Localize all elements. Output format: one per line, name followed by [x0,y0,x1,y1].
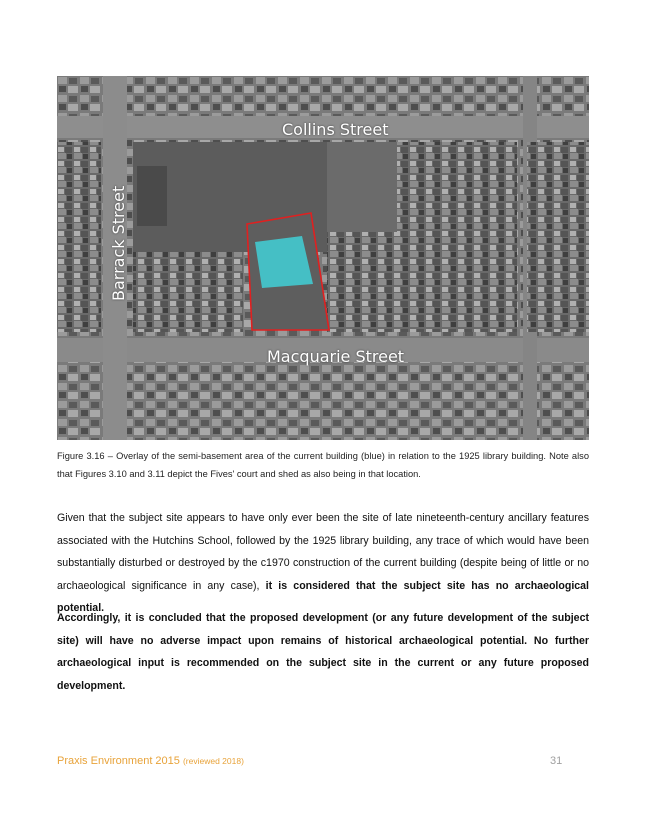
conclusion-paragraph-2: Accordingly, it is concluded that the proposed development (or any future development of the subject site) will have no adverse impact upon remains of historical archaeological potential. No further archaeological input is recommended on the subject site in the current or any future proposed development. [57,612,589,692]
aerial-photograph [57,76,589,440]
paragraph-1-text: Given that the subject site appears to have only ever been the site of late nineteenth-century ancillary features associated with the Hutchins School, followed by the 1925 library building, any trace of which would have been substantially disturbed or destroyed by the c1970 construction of the current building (despite being of little or no archaeological significance in any case), [57,512,589,592]
paragraph-1-bold-conclusion: it is considered that the subject site has no archaeological potential. [57,579,589,614]
footer-org-name: Praxis Environment 2015 [57,755,180,767]
figure-caption: Figure 3.16 – Overlay of the semi-basement area of the current building (blue) in relation to the 1925 library building. Note also that Figures 3.10 and 3.11 depict the Fives' court and shed as also being in that location. [57,451,589,479]
macquarie-street-label: Macquarie Street [267,347,405,366]
footer-reviewed: (reviewed 2018) [182,756,244,766]
conclusion-paragraph-1 [57,507,589,620]
barrack-street-label: Barrack Street [109,185,128,301]
page-number: 31 [550,755,563,767]
footer-organisation [57,755,244,767]
collins-street-label: Collins Street [282,120,389,139]
